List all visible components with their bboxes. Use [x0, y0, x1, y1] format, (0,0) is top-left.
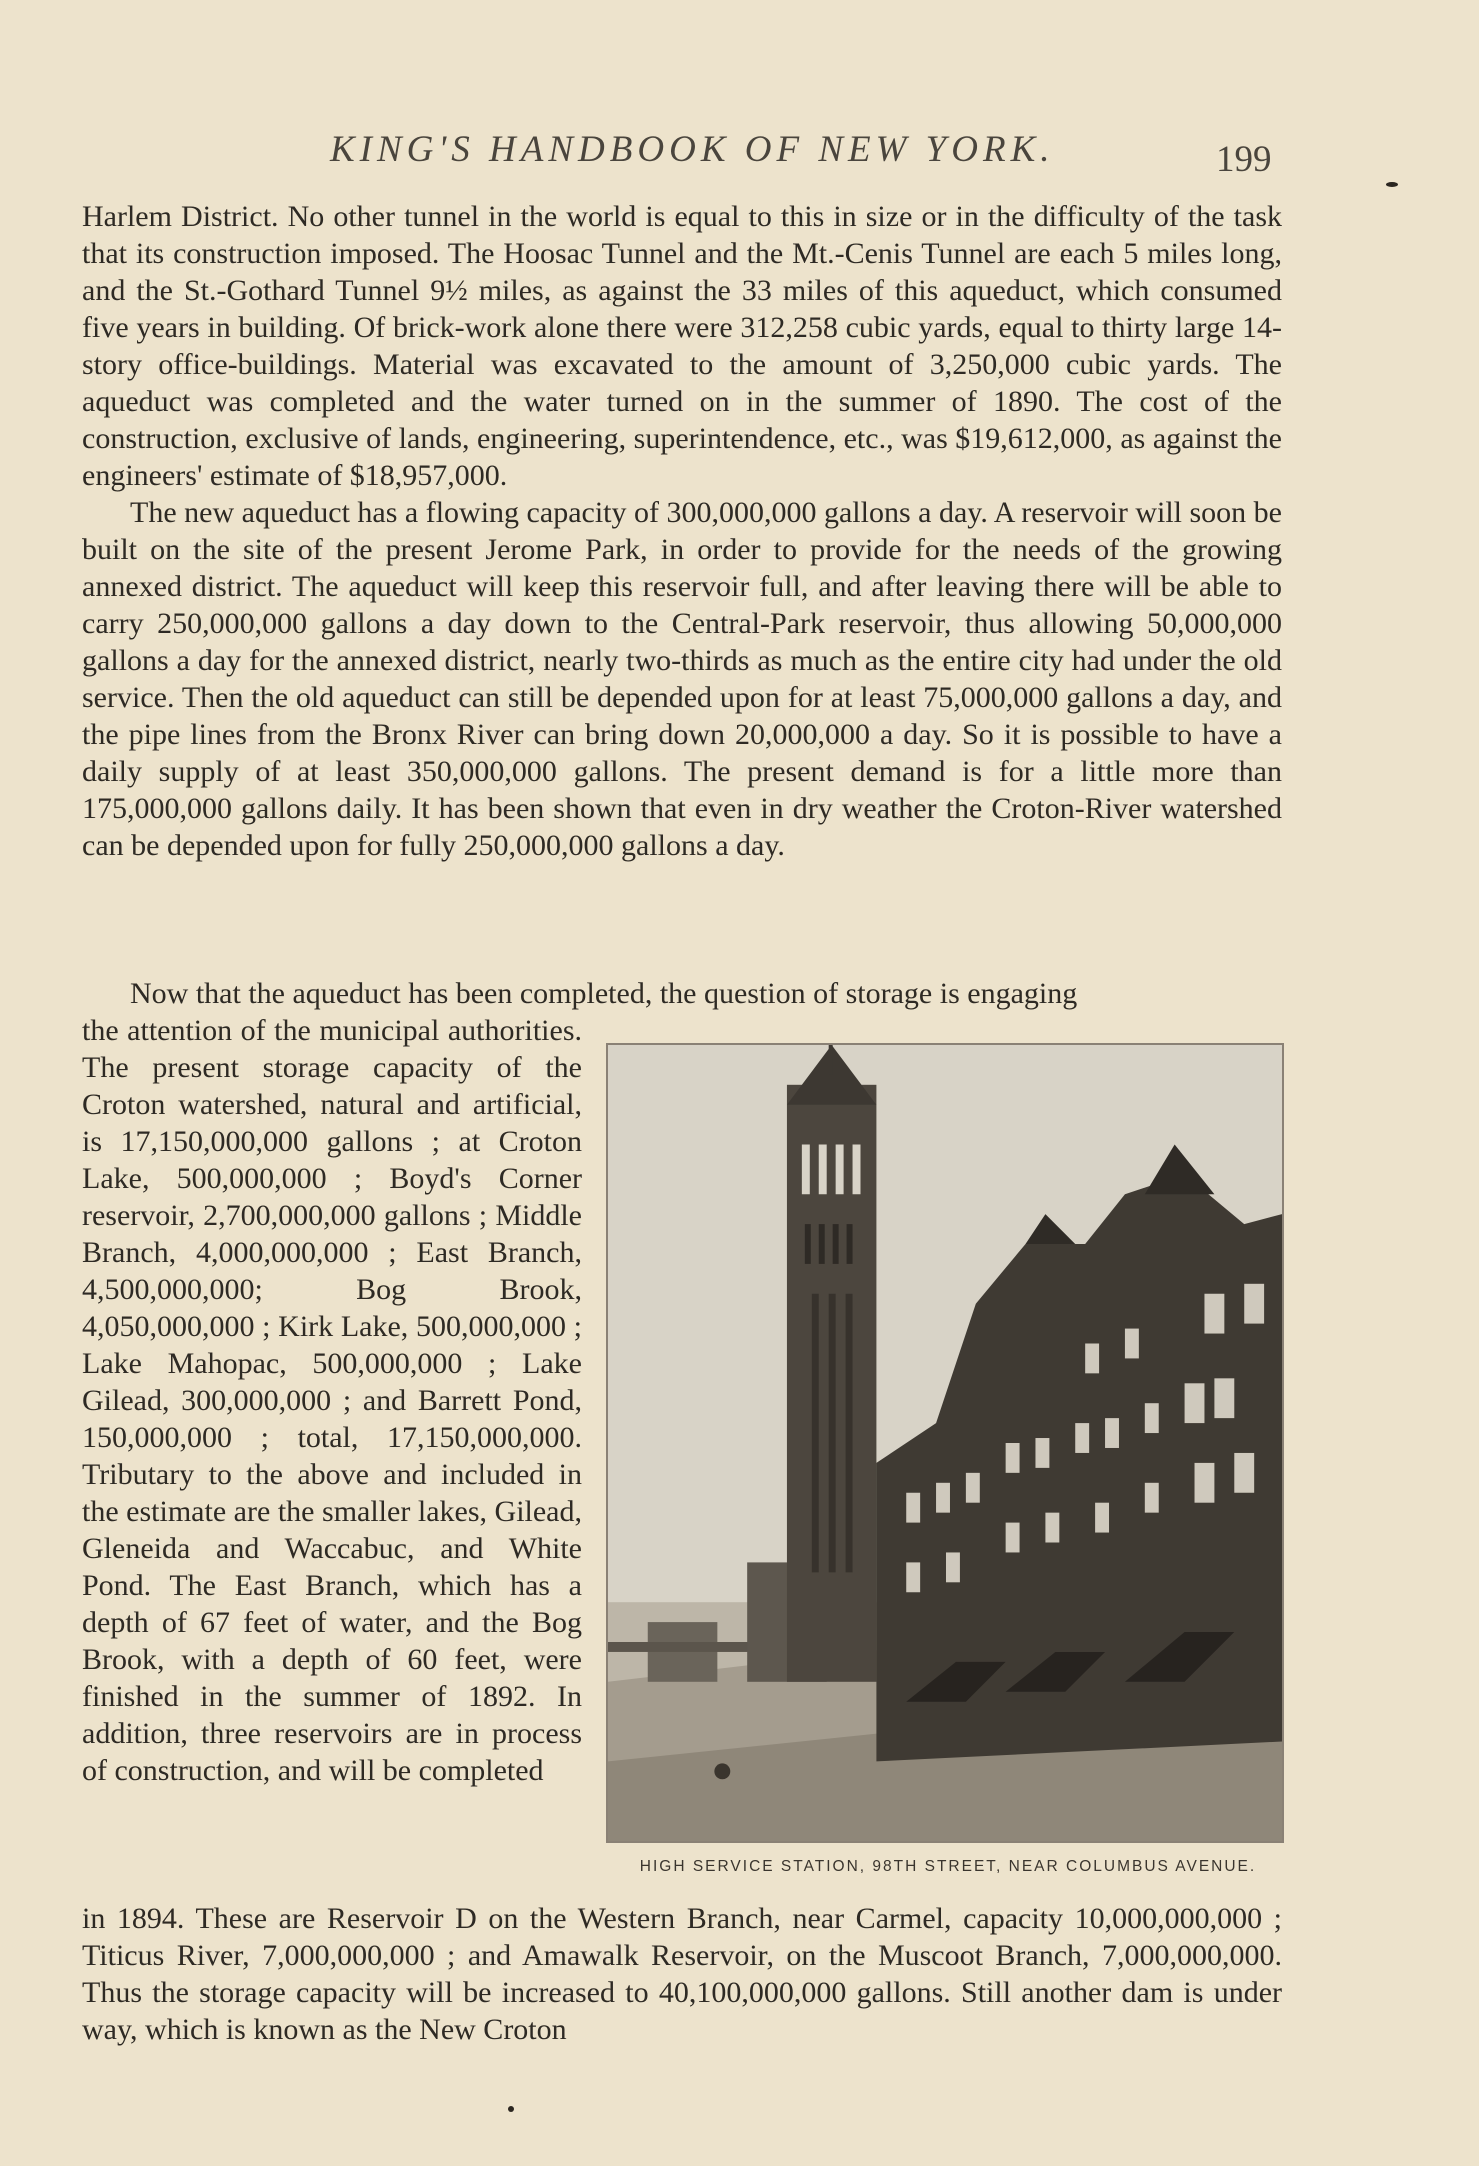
paragraph-storage-continuation: in 1894. These are Reservoir D on the Western Branch, near Carmel, capacity 10,000,000,000 ; Titicus River, 7,000,000,000 ; and Amawalk Reservoir, on the Muscoot Branch, 7,000,000,000. Thus the storage capacity will be increased to 40,100,000,000 gallons. Still another dam is under way, which is known as the New Croton: [82, 1902, 1282, 2046]
page-number: 199: [1216, 139, 1272, 180]
paragraph-capacity: The new aqueduct has a flowing capacity of 300,000,000 gallons a day. A reservoir will soon be built on the site of the present Jerome Park, in order to provide for the needs of the growing annexed district. The aqueduct will keep this reservoir full, and after leaving there will be able to carry 250,000,000 gallons a day down to the Central-Park reservoir, thus allowing 50,000,000 gallons a day for the annexed district, nearly two-thirds as much as the entire city had under the old service. Then the old aqueduct can still be depended upon for at least 75,000,000 gallons a day, and the pipe lines from the Bronx River can bring down 20,000,000 a day. So it is possible to have a daily supply of at least 350,000,000 gallons. The present demand is for a little more than 175,000,000 gallons daily. It has been shown that even in dry weather the Croton-River watershed can be depended upon for fully 250,000,000 gallons a day.: [82, 496, 1282, 862]
ink-speck: [508, 2106, 514, 2112]
paragraph-storage-wrap: the attention of the municipal authorities. The present storage capacity of the Croton watershed, natural and artificial, is 17,150,000,000 gallons ; at Croton Lake, 500,000,000 ; Boyd's Corner reservoir, 2,700,000,000 gallons ; Middle Branch, 4,000,000,000 ; East Branch, 4,500,000,000; Bog Brook, 4,050,000,000 ; Kirk Lake, 500,000,000 ; Lake Mahopac, 500,000,000 ; Lake Gilead, 300,000,000 ; and Barrett Pond, 150,000,000 ; total, 17,150,000,000. Tributary to the above and included in the estimate are the smaller lakes, Gilead, Gleneida and Waccabuc, and White Pond. The East Branch, which has a depth of 67 feet of water, and the Bog Brook, with a depth of 60 feet, were finished in the summer of 1892. In addition, three reservoirs are in process of construction, and will be completed: [82, 1014, 582, 1787]
upper-text-block: [82, 198, 1282, 864]
paragraph-storage-start: Now that the aqueduct has been completed, the question of storage is engaging: [130, 977, 1078, 1010]
running-head: KING'S HANDBOOK OF NEW YORK.: [330, 129, 1055, 170]
ink-speck: [1386, 182, 1398, 187]
figure-caption: HIGH SERVICE STATION, 98TH STREET, NEAR COLUMBUS AVENUE.: [639, 1858, 1257, 1875]
station-engraving: [608, 1045, 1282, 1841]
lower-text-block: [82, 1900, 1282, 2048]
paragraph-tunnel: Harlem District. No other tunnel in the world is equal to this in size or in the difficulty of the task that its construction imposed. The Hoosac Tunnel and the Mt.-Cenis Tunnel are each 5 miles long, and the St.-Gothard Tunnel 9½ miles, as against the 33 miles of this aqueduct, which consumed five years in building. Of brick-work alone there were 312,258 cubic yards, equal to thirty large 14-story office-buildings. Material was excavated to the amount of 3,250,000 cubic yards. The aqueduct was completed and the water turned on in the summer of 1890. The cost of the construction, exclusive of lands, engineering, superintendence, etc., was $19,612,000, as against the engineers' estimate of $18,957,000.: [82, 200, 1282, 492]
storage-opening-line: [82, 975, 1282, 1012]
storage-wrapped-column: [82, 1012, 582, 1789]
illustration-high-service-station: [606, 1043, 1284, 1843]
